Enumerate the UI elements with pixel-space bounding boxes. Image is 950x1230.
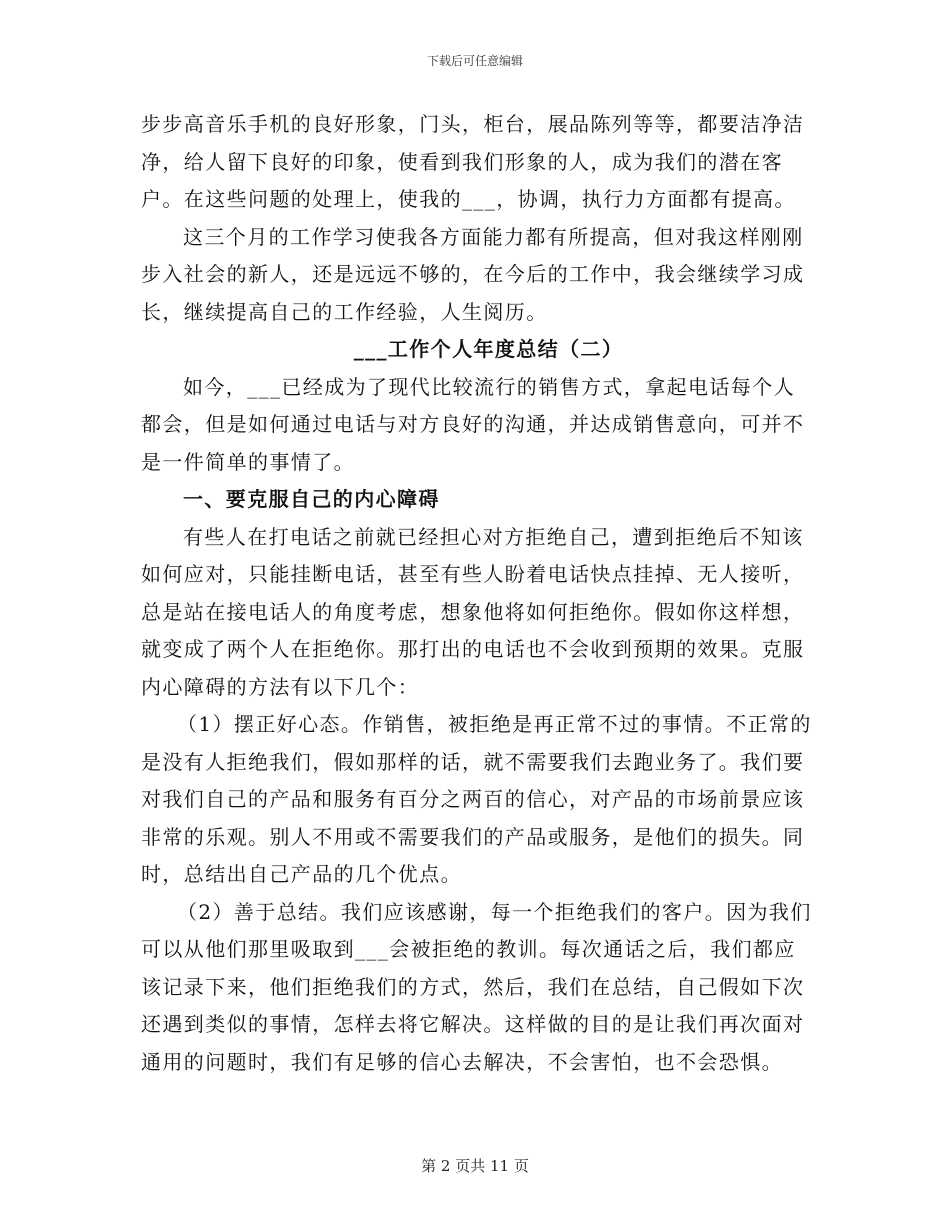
list-item: （2）善于总结。我们应该感谢，每一个拒绝我们的客户。因为我们可以从他们那里吸取到___会被拒绝的教训。每次通话之后，我们都应该记录下来，他们拒绝我们的方式，然后，我们在总结，自己假如下次还遇到类似的事情，怎样去将它解决。这样做的目的是让我们再次面对通用的问题时，我们有足够的信心去解决，不会害怕，也不会恐惧。 bbox=[141, 899, 812, 1074]
section-heading: 一、要克服自己的内心障碍 bbox=[183, 487, 440, 511]
list-item: （1）摆正好心态。作销售，被拒绝是再正常不过的事情。不正常的是没有人拒绝我们，假如那样的话，就不需要我们去跑业务了。我们要对我们自己的产品和服务有百分之两百的信心，对产品的市场前景应该非常的乐观。别人不用或不需要我们的产品或服务，是他们的损失。同时，总结出自己产品的几个优点。 bbox=[141, 712, 812, 886]
page-header: 下载后可任意编辑 bbox=[426, 54, 523, 68]
paragraph: 步步高音乐手机的良好形象，门头，柜台，展品陈列等等，都要洁净洁净，给人留下良好的印象，使看到我们形象的人，成为我们的潜在客户。在这些问题的处理上，使我的___，协调，执行力方面都有提高。 bbox=[141, 112, 805, 211]
paragraph: 这三个月的工作学习使我各方面能力都有所提高，但对我这样刚刚步入社会的新人，还是远远不够的，在今后的工作中，我会继续学习成长，继续提高自己的工作经验，人生阅历。 bbox=[141, 224, 805, 324]
section-title: ___工作个人年度总结（二） bbox=[353, 337, 624, 361]
paragraph: 有些人在打电话之前就已经担心对方拒绝自己，遭到拒绝后不知该如何应对，只能挂断电话，甚至有些人盼着电话快点挂掉、无人接听，总是站在接电话人的角度考虑，想象他将如何拒绝你。假如你这样想，就变成了两个人在拒绝你。那打出的电话也不会收到预期的效果。克服内心障碍的方法有以下几个： bbox=[141, 524, 805, 699]
document-body bbox=[141, 106, 816, 1081]
page-footer: 第 2 页共 11 页 bbox=[421, 1157, 529, 1175]
paragraph: 如今，___已经成为了现代比较流行的销售方式，拿起电话每个人都会，但是如何通过电话与对方良好的沟通，并达成销售意向，可并不是一件简单的事情了。 bbox=[141, 374, 805, 474]
